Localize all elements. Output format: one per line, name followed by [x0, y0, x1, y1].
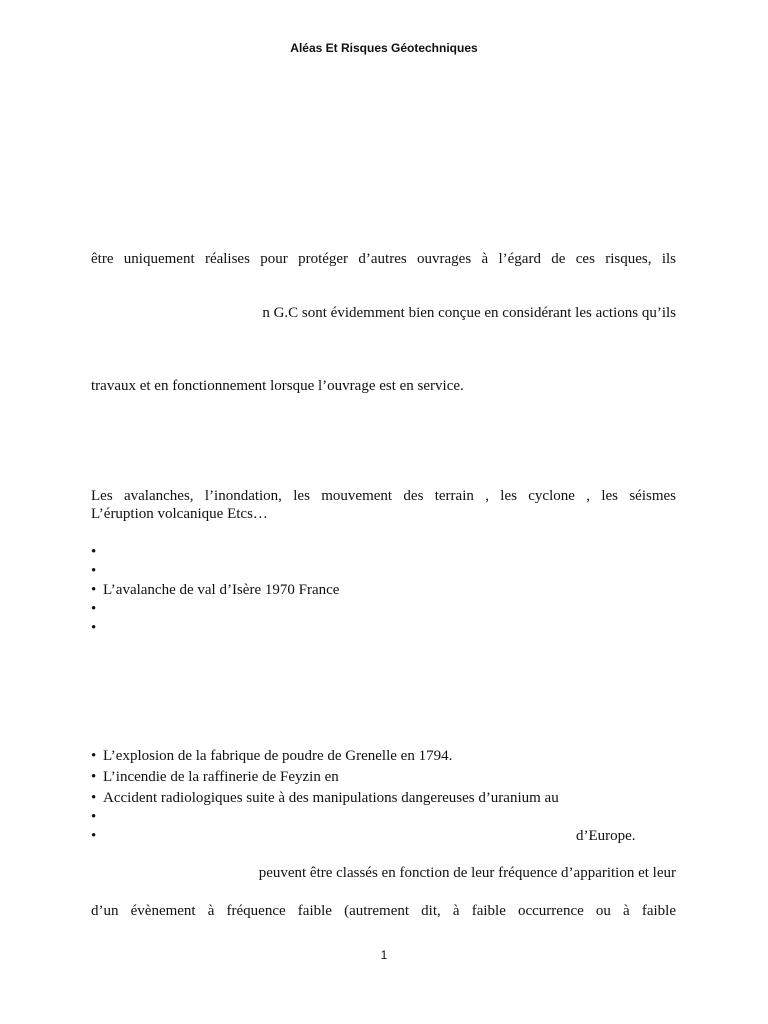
body-line: L’éruption volcanique Etcs…	[91, 506, 268, 522]
body-line: n G.C sont évidemment bien conçue en considérant les actions qu’ils	[262, 305, 676, 321]
page-header: Aléas Et Risques Géotechniques	[290, 41, 478, 55]
list-item-text: L’explosion de la fabrique de poudre de Grenelle en 1794.	[103, 748, 453, 764]
bullet-icon: •	[91, 544, 97, 560]
list-item-text: L’avalanche de val d’Isère 1970 France	[103, 582, 340, 598]
bullet-icon: •	[91, 809, 97, 825]
bullet-icon: •	[91, 601, 97, 617]
bullet-icon: •	[91, 582, 97, 598]
body-line: travaux et en fonctionnement lorsque l’ouvrage est en service.	[91, 378, 464, 394]
list-item	[91, 562, 676, 580]
list-item-text: L’incendie de la raffinerie de Feyzin en	[103, 769, 339, 785]
body-line: d’un évènement à fréquence faible (autrement dit, à faible occurrence ou à faible	[91, 903, 676, 919]
bullet-icon: •	[91, 620, 97, 636]
list-item	[91, 619, 676, 637]
body-line: Les avalanches, l’inondation, les mouvement des terrain , les cyclone , les séismes	[91, 488, 676, 504]
body-line: être uniquement réalises pour protéger d’autres ouvrages à l’égard de ces risques, ils	[91, 251, 676, 267]
bullet-icon: •	[91, 828, 97, 844]
list-item	[91, 747, 676, 765]
bullet-icon: •	[91, 769, 97, 785]
list-item	[91, 581, 676, 599]
list-item	[91, 543, 676, 561]
body-line: peuvent être classés en fonction de leur fréquence d’apparition et leur	[258, 865, 676, 881]
bullet-icon: •	[91, 790, 97, 806]
list-item	[91, 768, 676, 786]
page-number: 1	[380, 948, 388, 962]
list-item	[91, 600, 676, 618]
list-item-text: Accident radiologiques suite à des manipulations dangereuses d’uranium au	[103, 790, 559, 806]
list-item	[91, 808, 676, 826]
bullet-icon: •	[91, 748, 97, 764]
bullet-icon: •	[91, 563, 97, 579]
list-item	[91, 789, 676, 807]
list-item-text: d’Europe.	[576, 828, 636, 844]
